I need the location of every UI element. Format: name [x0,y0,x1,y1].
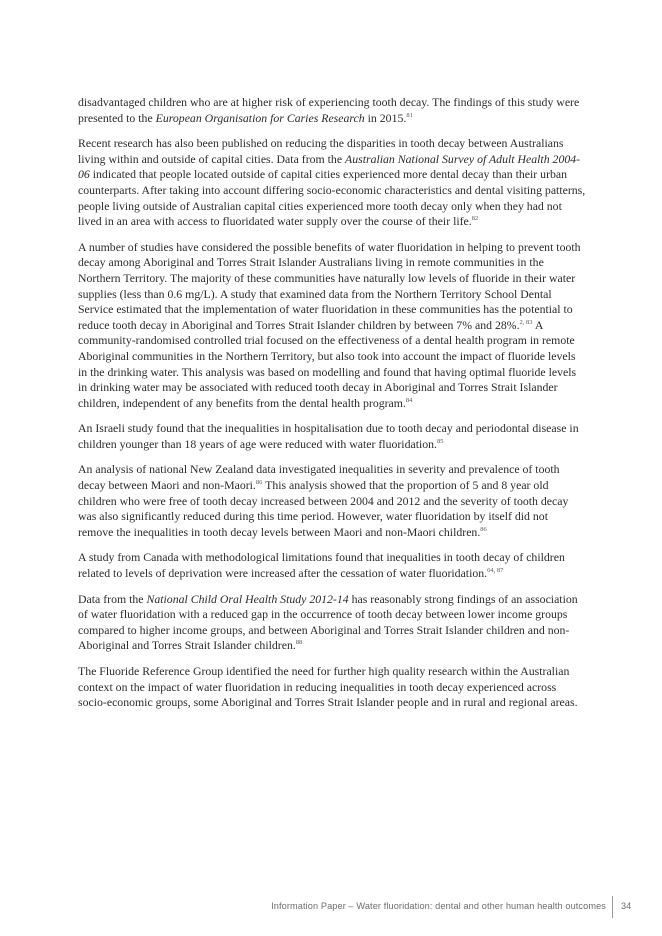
text-run: The Fluoride Reference Group identified the need for further high quality research within the Australian context on the impact of water fluoridation in reducing inequalities in tooth decay experienced across socio-economic groups, some Aboriginal and Torres Strait Islander people and in rural and regional areas. [78,664,578,710]
text-run: A number of studies have considered the possible benefits of water fluoridation in helping to prevent tooth decay among Aboriginal and Torres Strait Islander Australians living in remote communities in the Northern Territory. The majority of these communities have naturally low levels of fluoride in their water supplies (less than 0.6 mg/L). A study that examined data from the Northern Territory School Dental Service estimated that the implementation of water fluoridation in these communities has the potential to reduce tooth decay in Aboriginal and Torres Strait Islander children by between 7% and 28%. [78,239,581,332]
survey-title-citation: Australian National Survey of Adult Health 2004-06 [78,151,581,182]
text-run: A study from Canada with methodological limitations found that inequalities in tooth decay of children related to levels of deprivation were increased after the cessation of water fluoridation. [78,550,565,581]
text-run: An analysis of national New Zealand data investigated inequalities in severity and prevalence of tooth decay between Maori and non-Maori. [78,462,560,493]
text-run: disadvantaged children who are at higher risk of experiencing tooth decay. The findings of this study were presented to the [78,95,580,125]
footer-document-title: Information Paper – Water fluoridation: dental and other human health outcomes [271,901,606,911]
reference-number: 88 [295,639,303,647]
reference-number: 64, 87 [487,567,504,575]
text-run: in 2015. [364,110,407,125]
paragraph-5 [78,462,586,540]
body-text [78,95,586,721]
report-title-citation: European Organisation for Caries Research [155,110,365,125]
reference-number: 84 [405,396,413,404]
paragraph-6 [78,550,586,581]
text-run: This analysis showed that the proportion of 5 and 8 year old children who were free of tooth decay increased between 2004 and 2012 and the severity of tooth decay was also significantly reduced during this time period. However, water fluoridation by itself did not remove the inequalities in tooth decay levels between Maori and non-Maori children. [78,478,569,539]
paragraph-7 [78,592,586,654]
paragraph-2 [78,136,586,230]
reference-number: 86 [255,479,263,487]
study-title-citation: National Child Oral Health Study 2012-14 [146,591,349,606]
reference-number: 81 [406,111,413,119]
text-run: indicated that people located outside of capital cities experienced more dental decay than their urban counterparts. After taking into account differing socio-economic characteristics and dental visiting patterns, people living outside of Australian capital cities experienced more tooth decay only when they had not lived in an area with access to fluoridated water supply over the course of their life. [78,167,586,229]
text-run: An Israeli study found that the inequalities in hospitalisation due to tooth decay and periodontal disease in children younger than 18 years of age were reduced with water fluoridation. [78,421,579,451]
reference-number: 85 [437,437,444,445]
paragraph-1 [78,95,586,126]
text-run: Recent research has also been published on reducing the disparities in tooth decay between Australians living within and outside of capital cities. Data from the [78,136,564,166]
reference-number: 86 [480,525,487,533]
reference-number: 82 [471,215,479,223]
text-run: Data from the [78,591,147,606]
page-number: 34 [621,901,632,911]
paragraph-3 [78,240,586,412]
page-footer [0,896,662,920]
paragraph-8 [78,664,586,711]
footer-divider [612,896,613,918]
text-run: A community-randomised controlled trial focused on the effectiveness of a dental health program in remote Aboriginal communities in the Northern Territory, but also took into account the impact of fluoride levels in the drinking water. This analysis was based on modelling and found that having optimal fluoride levels in drinking water may be associated with reduced tooth decay in Aboriginal and Torres Strait Islander children, independent of any benefits from the dental health program. [78,317,577,410]
text-run: has reasonably strong findings of an association of water fluoridation with a reduced gap in the occurrence of tooth decay between lower income groups compared to higher income groups, and between Aboriginal and Torres Strait Islander children and non-Aboriginal and Torres Strait Islander children. [78,591,578,653]
paragraph-4 [78,421,586,452]
reference-number: 2, 83 [519,318,533,326]
